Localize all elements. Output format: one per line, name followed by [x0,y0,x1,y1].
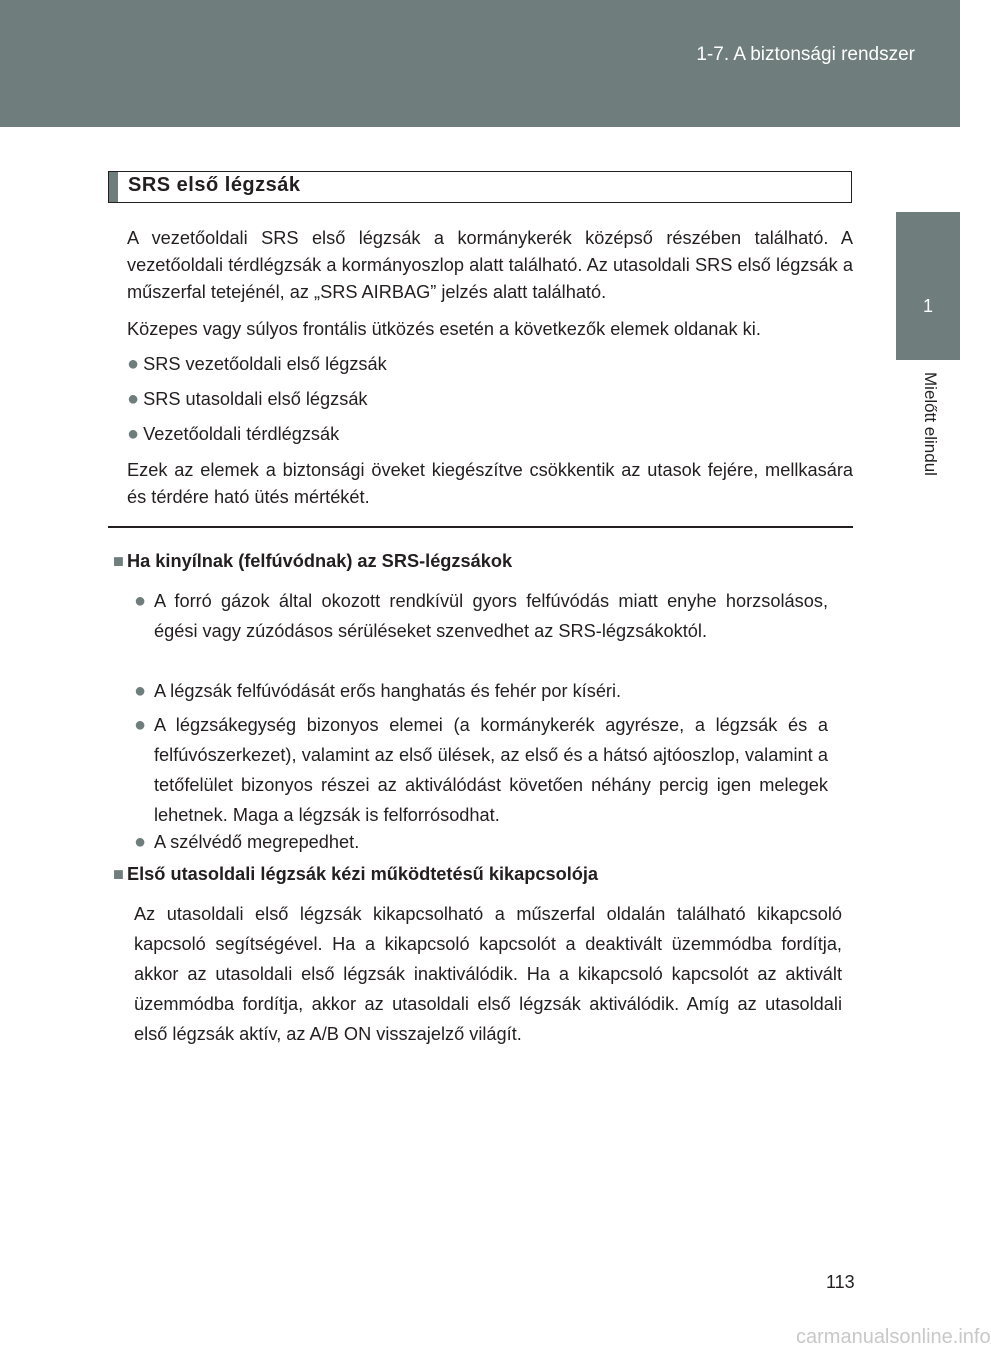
closing-paragraph: Ezek az elemek a biztonsági öveket kiegészítve csökkentik az utasok fejére, mellkasára és térdére ható ütés mértékét. [127,460,853,507]
bullet-icon: ● [127,388,140,410]
section-marker [109,172,118,202]
section-title: SRS első légzsák [128,174,301,196]
watermark: carmanualsonline.info [796,1326,991,1348]
list-item: ● A légzsákegység bizonyos elemei (a kormánykerék agyrésze, a légzsák és a felfúvószerkezet), valamint az első ülések, az első és a hátsó ajtóoszlop, valamint a tetőfelület bizonyos részei az aktiválódást követően néhány percig igen melegek lehetnek. Maga a légzsák is felforrósodhat. [134,710,828,830]
list-item: ● A forró gázok által okozott rendkívül gyors felfúvódás miatt enyhe horzsolásos, égési vagy zúzódásos sérüléseket szenvedhet az SRS-légzsákoktól. [134,586,828,646]
square-bullet-icon: ■ [113,864,124,884]
list-item: ● A szélvédő megrepedhet. [134,827,828,857]
section-heading-box [108,171,852,203]
subsection-title: ■ Első utasoldali légzsák kézi működtetésű kikapcsolója [113,864,599,884]
divider [108,526,853,528]
list-item: ● A légzsák felfúvódását erős hanghatás és fehér por kíséri. [134,676,828,706]
square-bullet-icon: ■ [113,551,124,571]
list-item: ● Vezetőoldali térdlégzsák [127,423,340,445]
bullet-icon: ● [134,590,147,612]
list-item: ● SRS vezetőoldali első légzsák [127,353,387,375]
page-number: 113 [826,1272,855,1292]
subsection-title: ■ Ha kinyílnak (felfúvódnak) az SRS-légzsákok [113,551,513,571]
intro-paragraph: A vezetőoldali SRS első légzsák a kormánykerék középső részében található. A vezetőoldali térdlégzsák a kormányoszlop alatt található. Az utasoldali SRS első légzsák a műszerfal tetejénél, az „SRS AIRBAG” jelzés alatt található. [127,228,853,302]
running-title: 1-7. A biztonsági rendszer [696,44,915,65]
list-item: ● SRS utasoldali első légzsák [127,388,368,410]
bullet-icon: ● [134,680,147,702]
bullet-icon: ● [127,423,140,445]
bullet-icon: ● [134,831,147,853]
switch-paragraph: Az utasoldali első légzsák kikapcsolható a műszerfal oldalán található kikapcsoló kapcsoló segítségével. Ha a kikapcsoló kapcsolót a deaktivált üzemmódba fordítja, akkor az utasoldali első légzsák inaktiválódik. Ha a kikapcsoló kapcsolót az aktivált üzemmódba fordítja, akkor az utasoldali első légzsák aktiválódik. Amíg az utasoldali első légzsák aktív, az A/B ON visszajelző világít. [134,904,842,1044]
bullet-icon: ● [127,353,140,375]
bullet-icon: ● [134,714,147,736]
chapter-tab [896,212,960,360]
chapter-number: 1 [922,296,933,316]
chapter-side-label: Mielőtt elindul [921,372,940,476]
lead-paragraph: Közepes vagy súlyos frontális ütközés esetén a következők elemek oldanak ki. [127,319,761,339]
